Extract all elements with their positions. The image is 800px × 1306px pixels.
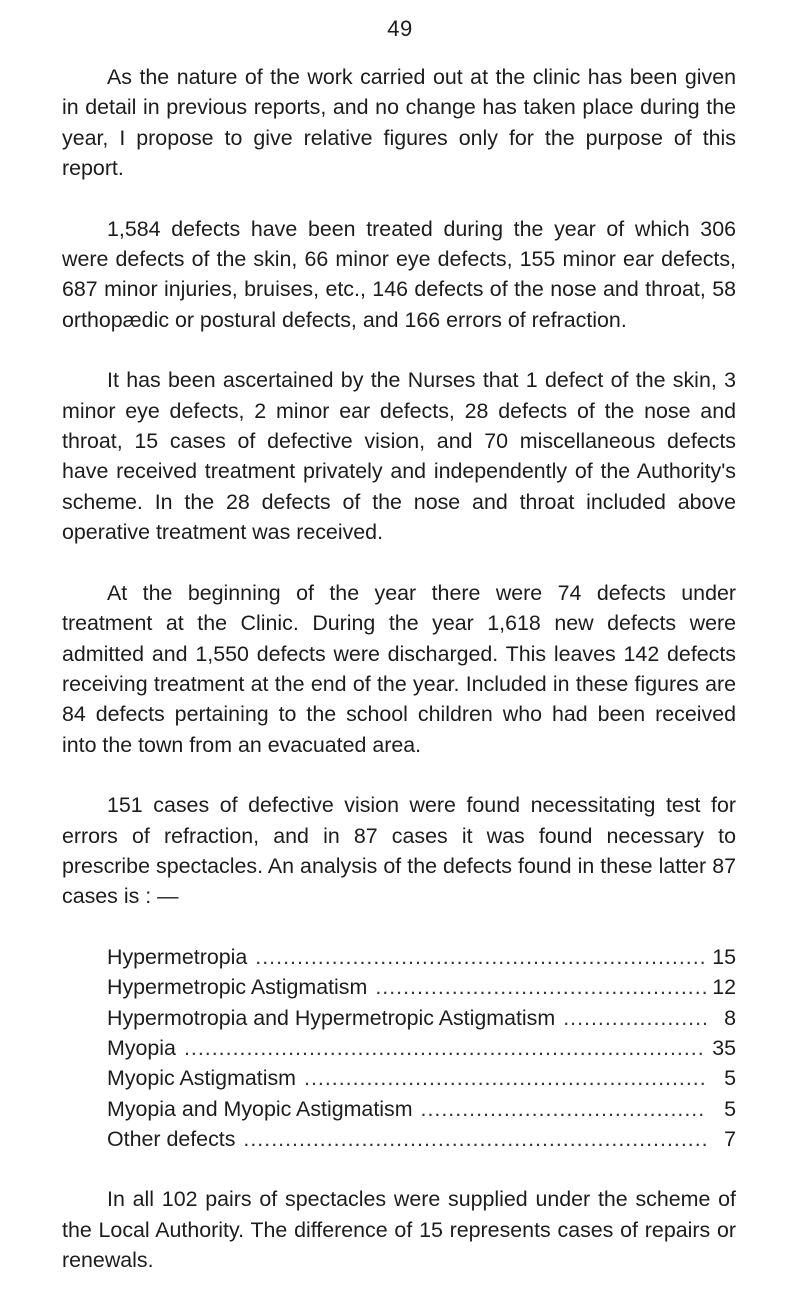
defect-label: Other defects xyxy=(107,1127,236,1152)
defect-label: Hypermotropia and Hypermetropic Astigmatism xyxy=(107,1005,556,1030)
defect-label: Myopia xyxy=(107,1035,176,1060)
list-item xyxy=(107,972,736,1002)
dot-leader xyxy=(255,942,706,972)
defect-label: Hypermetropic Astigmatism xyxy=(107,975,368,1000)
list-item xyxy=(107,1003,736,1033)
paragraph-spectacles-supplied: In all 102 pairs of spectacles were supplied under the scheme of the Local Authority. The difference of 15 represents cases of repairs or renewals. xyxy=(62,1187,736,1273)
defect-count: 12 xyxy=(712,975,736,1000)
defect-count: 5 xyxy=(724,1066,736,1091)
defect-label: Hypermetropia xyxy=(107,944,248,969)
list-item xyxy=(107,1063,736,1093)
paragraph-defects-treated: 1,584 defects have been treated during the year of which 306 were defects of the skin, 66 minor eye defects, 155 minor ear defects, 687 minor injuries, bruises, etc., 146 defects of the nose and throat, 58 orthopædic or postural defects, and 166 errors of refraction. xyxy=(62,216,736,332)
dot-leader xyxy=(184,1033,706,1063)
page-number: 49 xyxy=(387,16,413,41)
defect-count: 8 xyxy=(724,1005,736,1030)
dot-leader xyxy=(243,1124,706,1154)
defects-analysis-list xyxy=(62,942,736,1155)
defect-count: 7 xyxy=(724,1127,736,1152)
paragraph-treatment-figures: At the beginning of the year there were 74 defects under treatment at the Clinic. During the year 1,618 new defects were admitted and 1,550 defects were discharged. This leaves 142 defects receiving treatment at the end of the year. Included in these figures are 84 defects pertaining to the school children who had been received into the town from an evacuated area. xyxy=(62,580,736,757)
dot-leader xyxy=(304,1063,706,1093)
list-item xyxy=(107,942,736,972)
list-item xyxy=(107,1124,736,1154)
defect-label: Myopic Astigmatism xyxy=(107,1066,296,1091)
defect-count: 35 xyxy=(712,1035,736,1060)
defect-count: 5 xyxy=(724,1096,736,1121)
dot-leader xyxy=(375,972,706,1002)
dot-leader xyxy=(421,1094,706,1124)
paragraph-private-treatment: It has been ascertained by the Nurses that 1 defect of the skin, 3 minor eye defects, 2 minor ear defects, 28 defects of the nose and throat, 15 cases of defective vision, and 70 miscellaneous defects have received treatment privately and independently of the Authority's scheme. In the 28 defects of the nose and throat included above operative treatment was received. xyxy=(62,368,736,545)
list-item xyxy=(107,1094,736,1124)
body-text xyxy=(62,62,736,1306)
paragraph-clinic-work: As the nature of the work carried out at the clinic has been given in detail in previous reports, and no change has taken place during the year, I propose to give relative figures only for the purpose of this report. xyxy=(62,65,736,181)
defect-count: 15 xyxy=(712,944,736,969)
list-item xyxy=(107,1033,736,1063)
defect-label: Myopia and Myopic Astigmatism xyxy=(107,1096,413,1121)
dot-leader xyxy=(563,1003,706,1033)
paragraph-defective-vision: 151 cases of defective vision were found necessitating test for errors of refraction, and in 87 cases it was found necessary to prescribe spectacles. An analysis of the defects found in these latter 87 cases is : — xyxy=(62,793,736,909)
